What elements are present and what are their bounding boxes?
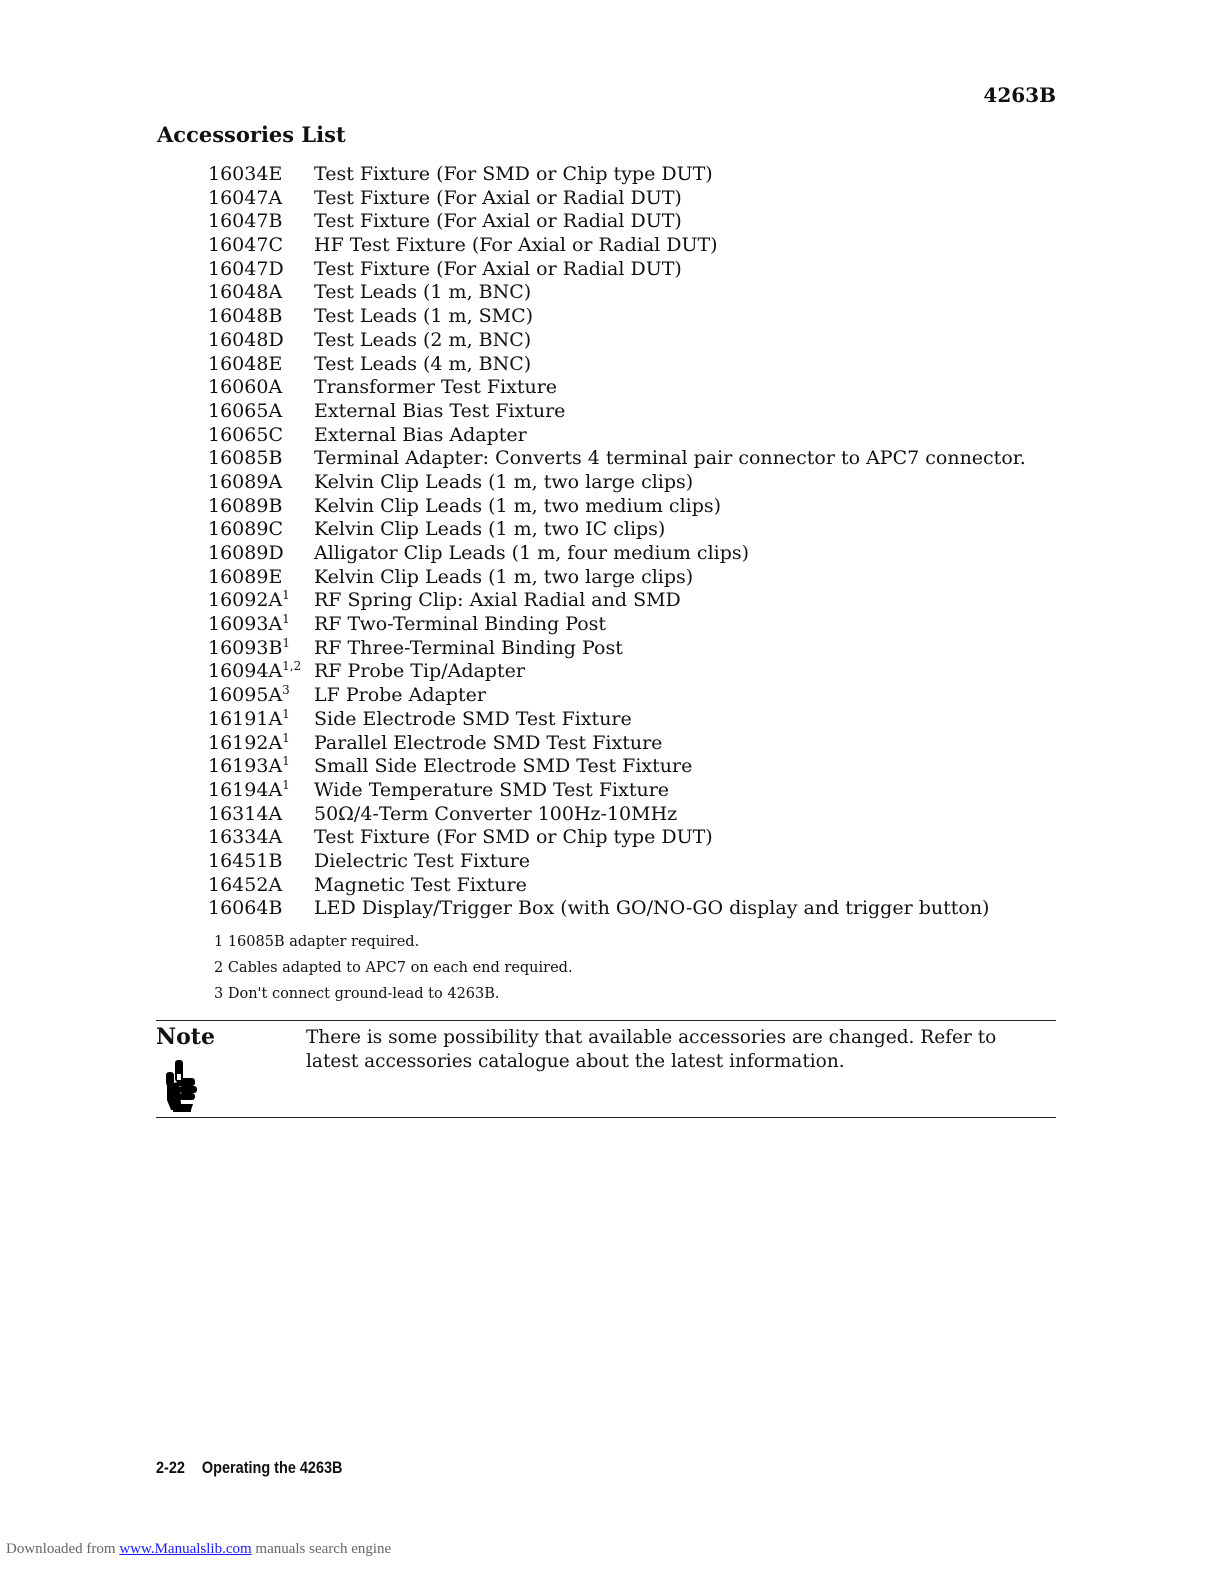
accessory-model-text: 16047B [208,210,283,233]
accessory-row [208,613,1026,637]
accessory-description: RF Probe Tip/Adapter [314,660,525,683]
accessory-description: HF Test Fixture (For Axial or Radial DUT) [314,234,718,257]
accessory-model-text: 16064B [208,897,283,920]
accessory-description: RF Spring Clip: Axial Radial and SMD [314,589,681,612]
accessory-description: Kelvin Clip Leads (1 m, two large clips) [314,470,694,493]
footnote-reference: 1 [282,754,290,769]
accessory-model-text: 16065A [208,399,283,422]
accessory-description: Test Fixture (For SMD or Chip type DUT) [314,163,713,185]
accessory-row [208,495,1026,519]
accessory-model-number [208,518,314,542]
accessory-model-number [208,424,314,448]
accessory-description: Small Side Electrode SMD Test Fixture [314,755,693,778]
accessory-model-number [208,566,314,590]
accessory-model-number [208,187,314,211]
accessory-model-text: 16047A [208,186,283,209]
accessory-model-number [208,234,314,258]
accessory-model-number [208,376,314,400]
accessory-model-text: 16085B [208,447,283,470]
accessory-row [208,708,1026,732]
accessory-description: 50Ω/4-Term Converter 100Hz-10MHz [314,802,678,825]
accessory-model-text: 16452A [208,873,283,896]
accessory-row [208,542,1026,566]
accessory-model-text: 16451B [208,849,283,872]
accessory-model-number [208,210,314,234]
accessory-model-number [208,803,314,827]
footnote-3: 3 Don't connect ground-lead to 4263B. [214,986,500,1002]
accessory-model-number [208,329,314,353]
accessory-model-number [208,589,314,613]
accessory-row [208,732,1026,756]
accessory-description: Parallel Electrode SMD Test Fixture [314,731,663,754]
accessory-description: External Bias Adapter [314,423,527,446]
accessory-model-number [208,163,314,187]
footnote-reference: 1 [282,635,291,650]
chapter-title: Operating the 4263B [201,1458,343,1477]
accessory-model-number [208,874,314,898]
accessory-model-text: 16089D [208,542,284,564]
accessory-row [208,850,1026,874]
accessory-model-text: 16193A [208,755,283,778]
accessory-model-number [208,660,314,684]
accessory-model-number [208,637,314,661]
accessory-model-text: 16089E [208,565,283,588]
section-title: Accessories List [157,122,346,147]
accessory-model-text: 16194A [208,778,283,801]
pointing-hand-icon [163,1060,199,1114]
accessory-description: LED Display/Trigger Box (with GO/NO-GO display and trigger button) [314,897,990,920]
manualslib-link[interactable]: www.Manualslib.com [119,1541,252,1557]
accessory-row [208,660,1026,684]
accessory-row [208,826,1026,850]
accessory-row [208,305,1026,329]
accessory-model-text: 16048D [208,328,284,351]
accessory-model-text: 16034E [208,163,283,185]
accessory-row [208,424,1026,448]
footnote-reference: 1 [282,588,290,603]
accessory-model-text: 16094A [208,660,283,683]
accessory-row [208,234,1026,258]
accessory-model-text: 16065C [208,423,283,446]
accessory-row [208,518,1026,542]
accessory-model-number [208,732,314,756]
accessory-model-text: 16048E [208,352,283,375]
accessory-description: Test Fixture (For SMD or Chip type DUT) [314,826,713,849]
accessory-row [208,400,1026,424]
footnote-reference: 3 [282,683,290,698]
accessory-description: Test Leads (1 m, BNC) [314,281,532,304]
accessory-description: RF Two-Terminal Binding Post [314,613,607,636]
accessory-model-number [208,684,314,708]
download-source-line [6,1541,391,1558]
accessory-description: Dielectric Test Fixture [314,849,531,872]
accessory-description: External Bias Test Fixture [314,399,566,422]
accessory-model-text: 16047D [208,257,284,280]
download-suffix: manuals search engine [255,1541,392,1557]
accessory-model-number [208,281,314,305]
accessory-description: Test Fixture (For Axial or Radial DUT) [314,210,682,233]
accessory-description: LF Probe Adapter [314,684,486,707]
accessory-row [208,353,1026,377]
accessory-description: Terminal Adapter: Converts 4 terminal pair connector to APC7 connector. [314,447,1026,470]
accessory-row [208,803,1026,827]
accessory-row [208,447,1026,471]
accessory-description: Test Leads (2 m, BNC) [314,328,532,351]
note-label: Note [156,1024,215,1050]
accessory-model-text: 16093B [208,636,283,659]
accessory-model-number [208,353,314,377]
accessory-row [208,210,1026,234]
accessory-model-number [208,613,314,637]
accessory-model-number [208,495,314,519]
accessory-description: Test Fixture (For Axial or Radial DUT) [314,186,682,209]
download-prefix: Downloaded from [6,1541,116,1557]
footnote-1: 1 16085B adapter required. [214,934,420,950]
accessory-row [208,684,1026,708]
accessory-model-number [208,826,314,850]
accessory-model-text: 16089A [208,470,283,493]
accessory-model-text: 16060A [208,376,283,399]
accessory-row [208,329,1026,353]
accessory-model-text: 16047C [208,234,283,257]
accessory-row [208,637,1026,661]
accessory-description: RF Three-Terminal Binding Post [314,636,623,659]
accessory-row [208,258,1026,282]
accessory-model-text: 16192A [208,731,283,754]
footnote-reference: 1 [282,730,290,745]
page-footer [156,1458,342,1478]
accessory-row [208,187,1026,211]
accessory-description: Magnetic Test Fixture [314,873,527,896]
note-text: There is some possibility that available accessories are changed. Refer to latest accessories catalogue about the latest information. [306,1027,997,1072]
accessory-model-text: 16095A [208,684,283,707]
accessory-model-number [208,850,314,874]
accessory-model-text: 16089C [208,518,283,541]
accessory-row [208,755,1026,779]
note-bottom-divider [156,1117,1056,1118]
accessory-model-text: 16048B [208,305,283,328]
accessory-description: Test Fixture (For Axial or Radial DUT) [314,257,682,280]
accessory-model-number [208,897,314,921]
accessory-model-text: 16314A [208,802,283,825]
accessory-row [208,281,1026,305]
page-number: 2-22 [156,1458,185,1477]
accessory-model-number [208,755,314,779]
accessory-model-text: 16092A [208,589,283,612]
accessory-row [208,897,1026,921]
footnote-reference: 1,2 [282,659,302,674]
footnote-reference: 1 [282,706,290,721]
accessory-row [208,874,1026,898]
accessory-description: Wide Temperature SMD Test Fixture [314,778,670,801]
footnote-reference: 1 [282,612,290,627]
accessory-model-text: 16089B [208,494,283,517]
accessory-row [208,471,1026,495]
accessory-description: Kelvin Clip Leads (1 m, two large clips) [314,565,694,588]
accessory-model-number [208,447,314,471]
accessory-description: Kelvin Clip Leads (1 m, two IC clips) [314,518,666,541]
accessory-model-text: 16191A [208,707,283,730]
accessory-description: Alligator Clip Leads (1 m, four medium clips) [314,542,750,564]
accessory-description: Test Leads (1 m, SMC) [314,305,534,328]
accessory-model-number [208,708,314,732]
accessory-row [208,566,1026,590]
accessory-model-number [208,258,314,282]
accessory-model-text: 16093A [208,613,283,636]
accessory-row [208,376,1026,400]
accessory-model-text: 16334A [208,826,283,849]
accessory-description: Transformer Test Fixture [314,376,558,399]
accessory-model-number [208,400,314,424]
note-top-divider [156,1020,1056,1021]
footnote-reference: 1 [282,777,290,792]
accessory-model-number [208,542,314,566]
footnote-2: 2 Cables adapted to APC7 on each end required. [214,960,573,976]
accessory-model-text: 16048A [208,281,283,304]
page-model-header: 4263B [983,83,1056,107]
accessory-row [208,589,1026,613]
accessory-row [208,163,1026,187]
accessory-row [208,779,1026,803]
accessory-description: Test Leads (4 m, BNC) [314,352,532,375]
accessory-description: Kelvin Clip Leads (1 m, two medium clips) [314,494,722,517]
footnotes [214,932,573,1010]
accessory-model-number [208,305,314,329]
accessory-description: Side Electrode SMD Test Fixture [314,707,632,730]
accessory-model-number [208,779,314,803]
accessory-model-number [208,471,314,495]
accessories-list [208,163,1026,921]
